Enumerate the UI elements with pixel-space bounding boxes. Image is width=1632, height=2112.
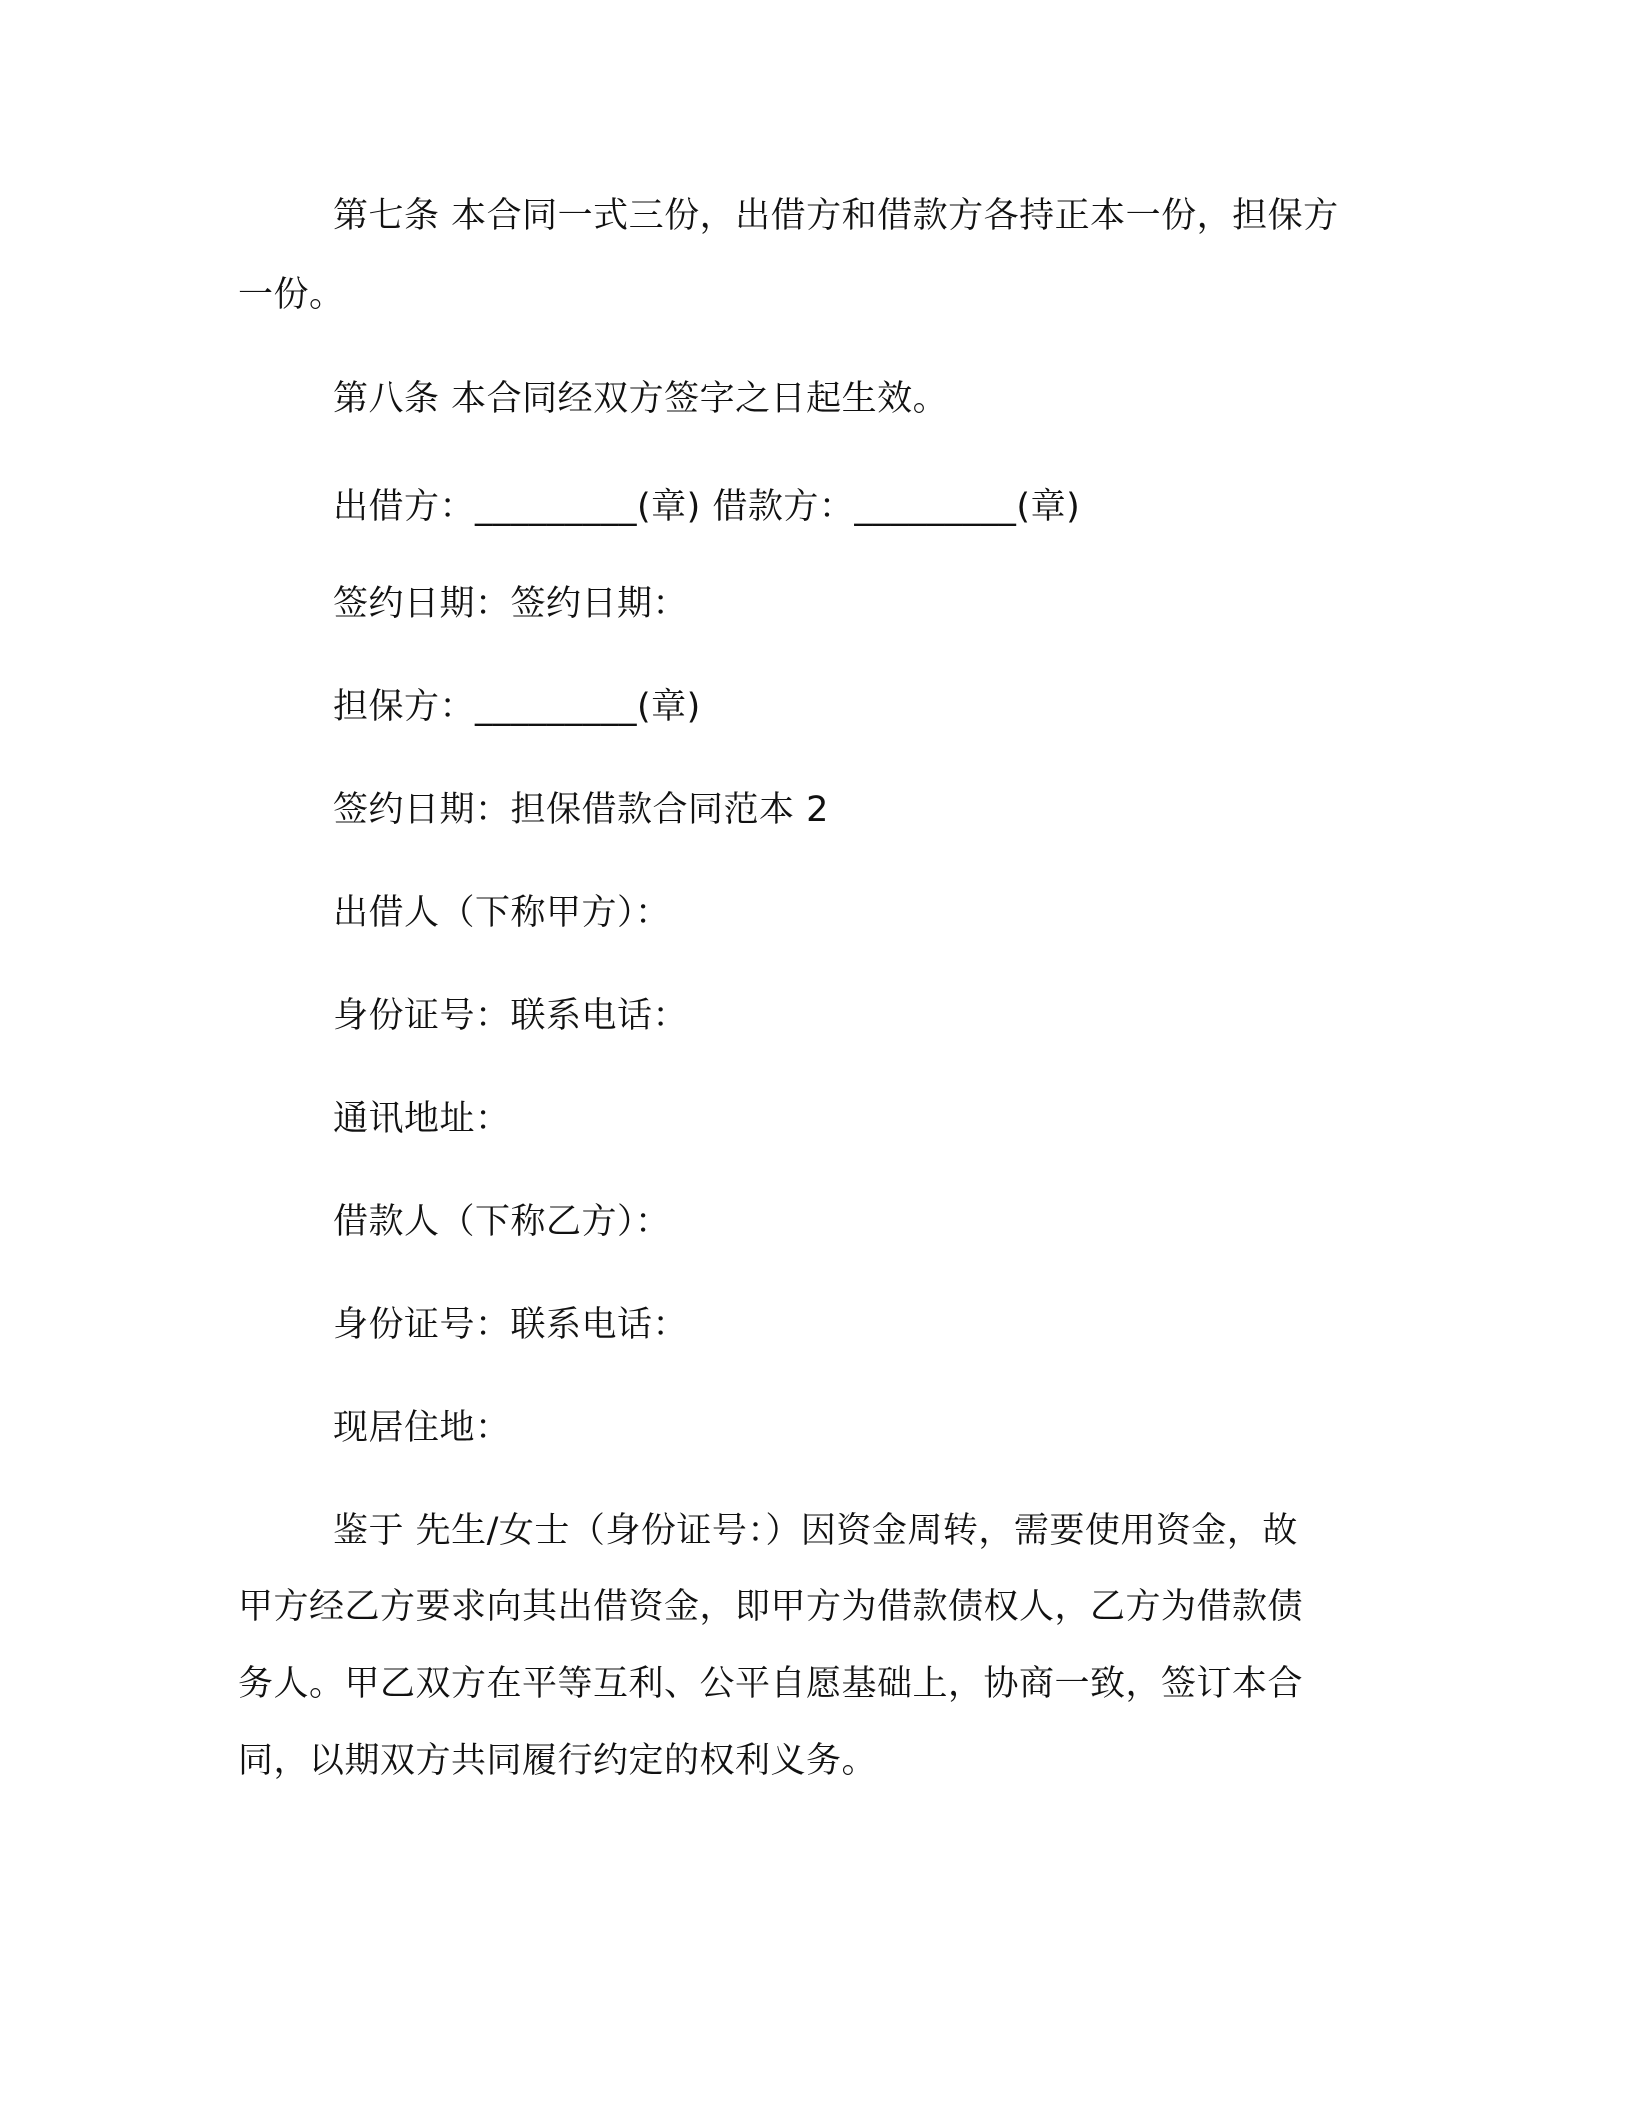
signing-date-template-title: 签约日期：担保借款合同范本 2 (333, 790, 829, 830)
signature-guarantor: 担保方：_________(章) (333, 687, 701, 727)
borrower-party-b: 借款人（下称乙方）： (333, 1202, 671, 1242)
preamble-line-1: 鉴于 先生/女士（身份证号：）因资金周转，需要使用资金，故 (333, 1511, 1298, 1551)
signing-dates: 签约日期：签约日期： (333, 584, 689, 624)
article-7-line-1: 第七条 本合同一式三份，出借方和借款方各持正本一份，担保方 (333, 196, 1339, 236)
signature-lender-borrower: 出借方：_________(章) 借款方：_________(章) (333, 487, 1081, 527)
article-8: 第八条 本合同经双方签字之日起生效。 (333, 379, 949, 419)
preamble-line-3: 务人。甲乙双方在平等互利、公平自愿基础上，协商一致，签订本合 (238, 1664, 1304, 1704)
lender-id-phone: 身份证号：联系电话： (333, 996, 689, 1036)
borrower-id-phone: 身份证号：联系电话： (333, 1305, 689, 1345)
borrower-residence: 现居住地： (333, 1408, 511, 1448)
lender-address: 通讯地址： (333, 1099, 511, 1139)
lender-party-a: 出借人（下称甲方）： (333, 893, 671, 933)
preamble-line-2: 甲方经乙方要求向其出借资金，即甲方为借款债权人，乙方为借款债 (238, 1587, 1304, 1627)
preamble-line-4: 同，以期双方共同履行约定的权利义务。 (238, 1741, 878, 1781)
article-7-line-2: 一份。 (238, 275, 345, 315)
